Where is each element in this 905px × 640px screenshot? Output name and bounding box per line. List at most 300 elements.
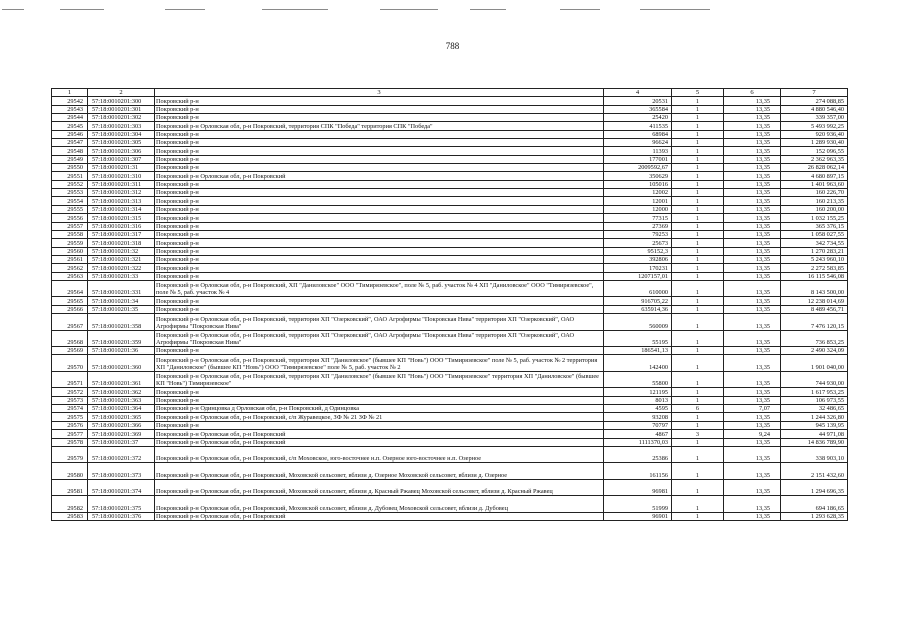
cadastral-number-cell: 57:18:0010201:361 (88, 371, 155, 388)
row-number-cell: 29554 (52, 197, 88, 205)
cadastral-value-cell: 8 489 456,71 (781, 305, 848, 313)
area-cell: 55195 (604, 330, 672, 347)
group-cell: 1 (672, 105, 724, 113)
rate-cell: 13,35 (724, 139, 781, 147)
scan-edge-noise (0, 0, 905, 20)
area-cell: 610000 (604, 280, 672, 297)
address-cell: Покровский р-н (155, 247, 604, 255)
cadastral-value-cell: 160 226,70 (781, 189, 848, 197)
group-cell: 1 (672, 172, 724, 180)
row-number-cell: 29567 (52, 314, 88, 331)
rate-cell: 13,35 (724, 438, 781, 446)
rate-cell: 13,35 (724, 189, 781, 197)
cadastral-number-cell: 57:18:0010201:33 (88, 272, 155, 280)
cadastral-value-cell: 4 680 897,15 (781, 172, 848, 180)
area-cell: 55800 (604, 371, 672, 388)
cadastral-value-cell: 1 058 027,55 (781, 230, 848, 238)
cadastral-value-table (51, 88, 848, 521)
cadastral-number-cell: 57:18:0010201:310 (88, 172, 155, 180)
group-cell: 1 (672, 330, 724, 347)
rate-cell: 13,35 (724, 421, 781, 429)
cadastral-number-cell: 57:18:0010201:364 (88, 405, 155, 413)
row-number-cell: 29549 (52, 155, 88, 163)
table-row (52, 280, 848, 297)
address-cell: Покровский р-н (155, 255, 604, 263)
table-row (52, 479, 848, 496)
cadastral-value-cell: 2 362 963,35 (781, 155, 848, 163)
rate-cell: 13,35 (724, 479, 781, 496)
cadastral-number-cell: 57:18:0010201:360 (88, 355, 155, 372)
row-number-cell: 29581 (52, 479, 88, 496)
address-cell: Покровский р-н (155, 205, 604, 213)
table-row (52, 371, 848, 388)
area-cell: 1207157,01 (604, 272, 672, 280)
rate-cell: 13,35 (724, 272, 781, 280)
table-row (52, 405, 848, 413)
rate-cell: 13,35 (724, 347, 781, 355)
table-row (52, 355, 848, 372)
row-number-cell: 29577 (52, 430, 88, 438)
group-cell: 1 (672, 355, 724, 372)
area-cell: 392806 (604, 255, 672, 263)
area-cell: 142400 (604, 355, 672, 372)
cadastral-number-cell: 57:18:0010201:315 (88, 214, 155, 222)
cadastral-number-cell: 57:18:0010201:306 (88, 147, 155, 155)
address-cell: Покровский р-н (155, 139, 604, 147)
rate-cell: 13,35 (724, 330, 781, 347)
table-row (52, 130, 848, 138)
cadastral-number-cell: 57:18:0010201:331 (88, 280, 155, 297)
group-cell: 1 (672, 222, 724, 230)
address-cell: Покровский р-н Орловская обл, р-н Покровский (155, 430, 604, 438)
cadastral-number-cell: 57:18:0010201:369 (88, 430, 155, 438)
rate-cell: 13,35 (724, 388, 781, 396)
table-row (52, 438, 848, 446)
cadastral-value-cell: 14 836 789,90 (781, 438, 848, 446)
address-cell: Покровский р-н (155, 97, 604, 105)
area-cell: 121195 (604, 388, 672, 396)
address-cell: Покровский р-н Орловская обл, р-н Покровский, Моховской сельсовет, вблизи д. Красный Ржавец Моховской сельсовет, вблизи д. Красный Ржавец (155, 479, 604, 496)
row-number-cell: 29545 (52, 122, 88, 130)
area-cell: 70797 (604, 421, 672, 429)
cadastral-value-cell: 26 828 062,14 (781, 164, 848, 172)
cadastral-number-cell: 57:18:0010201:302 (88, 114, 155, 122)
row-number-cell: 29550 (52, 164, 88, 172)
area-cell: 25386 (604, 446, 672, 463)
table-row (52, 305, 848, 313)
cadastral-value-cell: 1 289 930,40 (781, 139, 848, 147)
area-cell: 27369 (604, 222, 672, 230)
address-cell: Покровский р-н (155, 105, 604, 113)
row-number-cell: 29563 (52, 272, 88, 280)
address-cell: Покровский р-н Орловская обл, р-н Покровский, территория СПК "Победа" территория СПК "Победа" (155, 122, 604, 130)
address-cell: Покровский р-н (155, 230, 604, 238)
cadastral-value-cell: 1 294 696,35 (781, 479, 848, 496)
group-cell: 1 (672, 164, 724, 172)
group-cell: 1 (672, 214, 724, 222)
group-cell: 1 (672, 272, 724, 280)
group-cell: 1 (672, 205, 724, 213)
cadastral-number-cell: 57:18:0010201:304 (88, 130, 155, 138)
row-number-cell: 29552 (52, 180, 88, 188)
group-cell: 1 (672, 297, 724, 305)
address-cell: Покровский р-н (155, 347, 604, 355)
cadastral-value-cell: 32 486,65 (781, 405, 848, 413)
area-cell: 560009 (604, 314, 672, 331)
cadastral-value-cell: 1 901 040,00 (781, 355, 848, 372)
area-cell: 79253 (604, 230, 672, 238)
group-cell: 1 (672, 114, 724, 122)
cadastral-value-cell: 338 903,10 (781, 446, 848, 463)
row-number-cell: 29582 (52, 496, 88, 513)
group-cell: 1 (672, 189, 724, 197)
cadastral-number-cell: 57:18:0010201:362 (88, 388, 155, 396)
area-cell: 25673 (604, 239, 672, 247)
address-cell: Покровский р-н Орловская обл, р-н Покровский, с/п Моховское, юго-восточнее н.п. Озерное юго-восточнее н.п. Озерное (155, 446, 604, 463)
row-number-cell: 29583 (52, 512, 88, 520)
group-cell: 1 (672, 155, 724, 163)
address-cell: Покровский р-н Орловская обл, р-н Покровский (155, 172, 604, 180)
group-cell: 1 (672, 247, 724, 255)
cadastral-value-cell: 5 493 992,25 (781, 122, 848, 130)
cadastral-value-cell: 2 272 583,85 (781, 264, 848, 272)
cadastral-value-cell: 152 096,55 (781, 147, 848, 155)
cadastral-number-cell: 57:18:0010201:36 (88, 347, 155, 355)
group-cell: 1 (672, 239, 724, 247)
group-cell: 1 (672, 197, 724, 205)
cadastral-number-cell: 57:18:0010201:372 (88, 446, 155, 463)
cadastral-number-cell: 57:18:0010201:373 (88, 463, 155, 480)
rate-cell: 13,35 (724, 280, 781, 297)
group-cell: 1 (672, 255, 724, 263)
area-cell: 916705,22 (604, 297, 672, 305)
row-number-cell: 29573 (52, 396, 88, 404)
rate-cell: 13,35 (724, 396, 781, 404)
rate-cell: 13,35 (724, 214, 781, 222)
row-number-cell: 29574 (52, 405, 88, 413)
address-cell: Покровский р-н Орловская обл, р-н Покровский (155, 512, 604, 520)
address-cell: Покровский р-н (155, 214, 604, 222)
column-header: 3 (155, 89, 604, 97)
rate-cell: 13,35 (724, 155, 781, 163)
cadastral-number-cell: 57:18:0010201:311 (88, 180, 155, 188)
cadastral-number-cell: 57:18:0010201:34 (88, 297, 155, 305)
cadastral-value-cell: 7 476 120,15 (781, 314, 848, 331)
cadastral-value-cell: 2 490 324,09 (781, 347, 848, 355)
rate-cell: 13,35 (724, 463, 781, 480)
address-cell: Покровский р-н Орловская обл, р-н Покровский, Моховской сельсовет, вблизи д. Дубовец Моховской сельсовет, вблизи д. Дубовец (155, 496, 604, 513)
area-cell: 1111370,03 (604, 438, 672, 446)
table-row (52, 180, 848, 188)
area-cell: 635914,36 (604, 305, 672, 313)
cadastral-number-cell: 57:18:0010201:314 (88, 205, 155, 213)
cadastral-value-cell: 1 032 155,25 (781, 214, 848, 222)
rate-cell: 13,35 (724, 413, 781, 421)
cadastral-value-cell: 5 243 960,10 (781, 255, 848, 263)
cadastral-value-cell: 12 238 014,69 (781, 297, 848, 305)
table-row (52, 255, 848, 263)
row-number-cell: 29570 (52, 355, 88, 372)
table-row (52, 247, 848, 255)
rate-cell: 13,35 (724, 230, 781, 238)
address-cell: Покровский р-н (155, 297, 604, 305)
rate-cell: 13,35 (724, 305, 781, 313)
cadastral-number-cell: 57:18:0010201:321 (88, 255, 155, 263)
area-cell: 11393 (604, 147, 672, 155)
cadastral-value-cell: 1 293 628,35 (781, 512, 848, 520)
row-number-cell: 29565 (52, 297, 88, 305)
table-row (52, 264, 848, 272)
address-cell: Покровский р-н Орловская обл, р-н Покровский, ХП "Даниловское" ООО "Тимирязевское", поле № 5, раб. участок № 4 ХП "Даниловское" ООО "Тимирязевское", поле № 5, раб. участок № 4 (155, 280, 604, 297)
table-row (52, 430, 848, 438)
address-cell: Покровский р-н Орловская обл, р-н Покровский, территория ХП "Озерковский", ОАО Агрофирмы "Покровская Нива" территория ХП "Озерковский", ОАО Агрофирмы "Покровская Нива" (155, 314, 604, 331)
row-number-cell: 29551 (52, 172, 88, 180)
table-row (52, 205, 848, 213)
rate-cell: 13,35 (724, 180, 781, 188)
area-cell: 365584 (604, 105, 672, 113)
area-cell: 68984 (604, 130, 672, 138)
address-cell: Покровский р-н Орловская обл, р-н Покровский, Моховской сельсовет, вблизи д. Озерное Моховской сельсовет, вблизи д. Озерное (155, 463, 604, 480)
cadastral-number-cell: 57:18:0010201:375 (88, 496, 155, 513)
cadastral-value-cell: 274 088,85 (781, 97, 848, 105)
address-cell: Покровский р-н Орловская обл, р-н Покровский, территория ХП "Даниловское" (бывшее КП "Новь") ООО "Тимирязевское" поле № 5, раб. участок № 2 территория ХП "Даниловское" (бывшее КП "Новь") ООО "Тимирязевское" поле № 5, раб. участок № 2 (155, 355, 604, 372)
rate-cell: 13,35 (724, 147, 781, 155)
cadastral-number-cell: 57:18:0010201:301 (88, 105, 155, 113)
cadastral-value-cell: 106 973,55 (781, 396, 848, 404)
table-row (52, 230, 848, 238)
table-row (52, 446, 848, 463)
area-cell: 4867 (604, 430, 672, 438)
table-row (52, 272, 848, 280)
area-cell: 411535 (604, 122, 672, 130)
table-row (52, 512, 848, 520)
row-number-cell: 29564 (52, 280, 88, 297)
table-row (52, 172, 848, 180)
column-header: 6 (724, 89, 781, 97)
table-row (52, 189, 848, 197)
address-cell: Покровский р-н (155, 147, 604, 155)
table-row (52, 413, 848, 421)
row-number-cell: 29546 (52, 130, 88, 138)
column-header: 1 (52, 89, 88, 97)
row-number-cell: 29558 (52, 230, 88, 238)
address-cell: Покровский р-н (155, 388, 604, 396)
row-number-cell: 29544 (52, 114, 88, 122)
area-cell: 51999 (604, 496, 672, 513)
group-cell: 1 (672, 496, 724, 513)
cadastral-number-cell: 57:18:0010201:307 (88, 155, 155, 163)
row-number-cell: 29560 (52, 247, 88, 255)
address-cell: Покровский р-н (155, 197, 604, 205)
address-cell: Покровский р-н (155, 130, 604, 138)
cadastral-number-cell: 57:18:0010201:374 (88, 479, 155, 496)
table-row (52, 155, 848, 163)
table-row (52, 197, 848, 205)
area-cell: 186541,13 (604, 347, 672, 355)
cadastral-number-cell: 57:18:0010201:35 (88, 305, 155, 313)
row-number-cell: 29543 (52, 105, 88, 113)
table-row (52, 122, 848, 130)
group-cell: 1 (672, 396, 724, 404)
group-cell: 3 (672, 430, 724, 438)
cadastral-number-cell: 57:18:0010201:316 (88, 222, 155, 230)
rate-cell: 13,35 (724, 105, 781, 113)
area-cell: 161156 (604, 463, 672, 480)
cadastral-number-cell: 57:18:0010201:318 (88, 239, 155, 247)
rate-cell: 13,35 (724, 130, 781, 138)
area-cell: 12002 (604, 189, 672, 197)
area-cell: 96901 (604, 512, 672, 520)
row-number-cell: 29580 (52, 463, 88, 480)
cadastral-value-cell: 1 401 963,60 (781, 180, 848, 188)
cadastral-value-cell: 160 213,35 (781, 197, 848, 205)
area-cell: 350629 (604, 172, 672, 180)
row-number-cell: 29579 (52, 446, 88, 463)
cadastral-number-cell: 57:18:0010201:363 (88, 396, 155, 404)
row-number-cell: 29557 (52, 222, 88, 230)
group-cell: 6 (672, 405, 724, 413)
column-header: 2 (88, 89, 155, 97)
row-number-cell: 29572 (52, 388, 88, 396)
row-number-cell: 29547 (52, 139, 88, 147)
group-cell: 1 (672, 446, 724, 463)
row-number-cell: 29566 (52, 305, 88, 313)
address-cell: Покровский р-н (155, 155, 604, 163)
cadastral-value-cell: 4 880 546,40 (781, 105, 848, 113)
group-cell: 1 (672, 421, 724, 429)
area-cell: 93208 (604, 413, 672, 421)
group-cell: 1 (672, 122, 724, 130)
cadastral-number-cell: 57:18:0010201:305 (88, 139, 155, 147)
row-number-cell: 29556 (52, 214, 88, 222)
row-number-cell: 29553 (52, 189, 88, 197)
row-number-cell: 29575 (52, 413, 88, 421)
table-header-row (52, 89, 848, 97)
cadastral-number-cell: 57:18:0010201:317 (88, 230, 155, 238)
cadastral-number-cell: 57:18:0010201:322 (88, 264, 155, 272)
address-cell: Покровский р-н (155, 114, 604, 122)
cadastral-value-cell: 365 376,15 (781, 222, 848, 230)
table-row (52, 114, 848, 122)
row-number-cell: 29555 (52, 205, 88, 213)
cadastral-number-cell: 57:18:0010201:32 (88, 247, 155, 255)
column-header: 7 (781, 89, 848, 97)
address-cell: Покровский р-н Одинцовка д Орловская обл, р-н Покровский, д Одинцовка (155, 405, 604, 413)
area-cell: 105016 (604, 180, 672, 188)
cadastral-value-cell: 920 936,40 (781, 130, 848, 138)
cadastral-value-cell: 160 200,00 (781, 205, 848, 213)
cadastral-value-cell: 2 151 432,60 (781, 463, 848, 480)
group-cell: 1 (672, 479, 724, 496)
rate-cell: 13,35 (724, 164, 781, 172)
table-row (52, 239, 848, 247)
cadastral-number-cell: 57:18:0010201:359 (88, 330, 155, 347)
row-number-cell: 29561 (52, 255, 88, 263)
group-cell: 1 (672, 230, 724, 238)
table-row (52, 421, 848, 429)
rate-cell: 13,35 (724, 297, 781, 305)
row-number-cell: 29548 (52, 147, 88, 155)
area-cell: 170231 (604, 264, 672, 272)
group-cell: 1 (672, 180, 724, 188)
table-row (52, 297, 848, 305)
area-cell: 77315 (604, 214, 672, 222)
cadastral-number-cell: 57:18:0010201:376 (88, 512, 155, 520)
area-cell: 20531 (604, 97, 672, 105)
address-cell: Покровский р-н Орловская обл, р-н Покровский, территория ХП "Озерковский", ОАО Агрофирмы "Покровская Нива" территория ХП "Озерковский", ОАО Агрофирмы "Покровская Нива" (155, 330, 604, 347)
rate-cell: 13,35 (724, 314, 781, 331)
group-cell: 1 (672, 347, 724, 355)
cadastral-value-cell: 342 734,55 (781, 239, 848, 247)
table-row (52, 105, 848, 113)
rate-cell: 13,35 (724, 446, 781, 463)
cadastral-number-cell: 57:18:0010201:31 (88, 164, 155, 172)
table-row (52, 222, 848, 230)
group-cell: 1 (672, 463, 724, 480)
rate-cell: 13,35 (724, 239, 781, 247)
table-row (52, 214, 848, 222)
row-number-cell: 29542 (52, 97, 88, 105)
cadastral-number-cell: 57:18:0010201:366 (88, 421, 155, 429)
rate-cell: 13,35 (724, 264, 781, 272)
cadastral-value-cell: 1 617 953,25 (781, 388, 848, 396)
group-cell: 1 (672, 512, 724, 520)
group-cell: 1 (672, 147, 724, 155)
area-cell: 8013 (604, 396, 672, 404)
page-number: 788 (445, 41, 460, 51)
rate-cell: 13,35 (724, 122, 781, 130)
table-row (52, 164, 848, 172)
address-cell: Покровский р-н Орловская обл, р-н Покровский, с/п Журавецкое, ЗФ № 21 ЗФ № 21 (155, 413, 604, 421)
cadastral-value-cell: 1 270 283,21 (781, 247, 848, 255)
group-cell: 1 (672, 388, 724, 396)
group-cell: 1 (672, 314, 724, 331)
cadastral-value-cell: 694 186,65 (781, 496, 848, 513)
table-row (52, 396, 848, 404)
area-cell: 2009592,67 (604, 164, 672, 172)
address-cell: Покровский р-н (155, 264, 604, 272)
row-number-cell: 29562 (52, 264, 88, 272)
rate-cell: 13,35 (724, 197, 781, 205)
address-cell: Покровский р-н (155, 222, 604, 230)
address-cell: Покровский р-н Орловская обл, р-н Покровский (155, 438, 604, 446)
address-cell: Покровский р-н (155, 305, 604, 313)
table-row (52, 347, 848, 355)
rate-cell: 13,35 (724, 255, 781, 263)
cadastral-value-cell: 44 971,08 (781, 430, 848, 438)
cadastral-value-cell: 736 853,25 (781, 330, 848, 347)
table-row (52, 147, 848, 155)
area-cell: 95152,3 (604, 247, 672, 255)
table-row (52, 314, 848, 331)
address-cell: Покровский р-н (155, 272, 604, 280)
row-number-cell: 29576 (52, 421, 88, 429)
row-number-cell: 29571 (52, 371, 88, 388)
address-cell: Покровский р-н Орловская обл, р-н Покровский, территория ХП "Даниловское" (бывшее КП "Новь") ООО "Тимирязевское" территория ХП "Даниловское" (бывшее КП "Новь") Тимирязевское" (155, 371, 604, 388)
rate-cell: 9,24 (724, 430, 781, 438)
group-cell: 1 (672, 97, 724, 105)
row-number-cell: 29559 (52, 239, 88, 247)
rate-cell: 13,35 (724, 114, 781, 122)
rate-cell: 13,35 (724, 205, 781, 213)
rate-cell: 13,35 (724, 512, 781, 520)
table-row (52, 139, 848, 147)
rate-cell: 13,35 (724, 371, 781, 388)
table-row (52, 388, 848, 396)
cadastral-number-cell: 57:18:0010201:303 (88, 122, 155, 130)
row-number-cell: 29578 (52, 438, 88, 446)
area-cell: 96981 (604, 479, 672, 496)
